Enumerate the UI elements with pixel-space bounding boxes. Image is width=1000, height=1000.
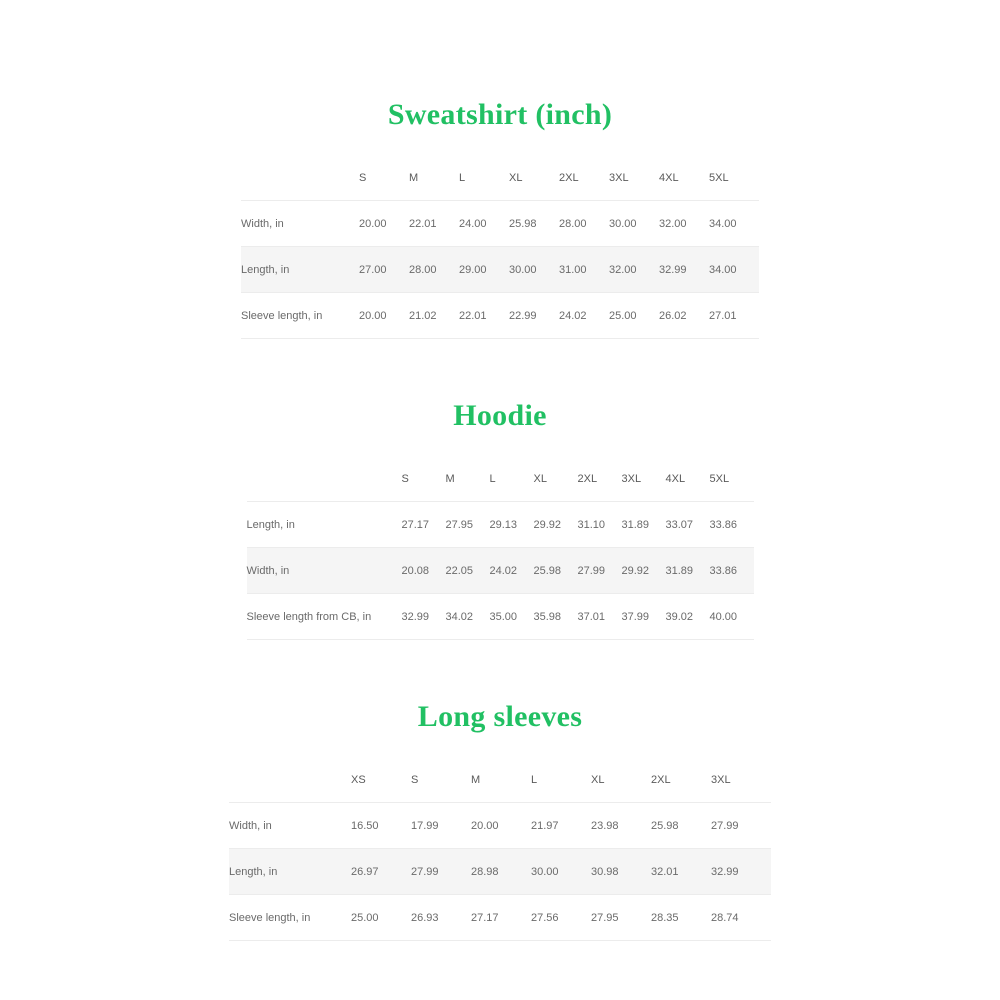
cell-value: 32.00 bbox=[609, 247, 659, 293]
column-header: XL bbox=[534, 457, 578, 502]
cell-value: 31.89 bbox=[666, 548, 710, 594]
table-header-row bbox=[241, 156, 759, 201]
row-label: Sleeve length, in bbox=[241, 293, 359, 339]
column-header: 4XL bbox=[666, 457, 710, 502]
cell-value: 33.86 bbox=[710, 548, 754, 594]
cell-value: 32.99 bbox=[659, 247, 709, 293]
cell-value: 40.00 bbox=[710, 594, 754, 640]
column-header: XL bbox=[591, 758, 651, 803]
row-label: Width, in bbox=[241, 201, 359, 247]
cell-value: 25.00 bbox=[351, 895, 411, 941]
column-header: S bbox=[359, 156, 409, 201]
table-row bbox=[229, 803, 771, 849]
page-title-sweatshirt: Sweatshirt (inch) bbox=[387, 98, 613, 131]
cell-value: 39.02 bbox=[666, 594, 710, 640]
size-table-hoodie bbox=[247, 457, 754, 640]
table-header-row bbox=[229, 758, 771, 803]
column-header: 3XL bbox=[609, 156, 659, 201]
cell-value: 25.98 bbox=[509, 201, 559, 247]
column-header: M bbox=[471, 758, 531, 803]
table-body bbox=[229, 803, 771, 941]
section-long-sleeves bbox=[0, 640, 1000, 941]
table-wrap-sweatshirt bbox=[0, 132, 1000, 339]
cell-value: 20.08 bbox=[402, 548, 446, 594]
row-label: Sleeve length, in bbox=[229, 895, 351, 941]
column-header: XS bbox=[351, 758, 411, 803]
cell-value: 26.93 bbox=[411, 895, 471, 941]
cell-value: 21.97 bbox=[531, 803, 591, 849]
page-title-hoodie: Hoodie bbox=[453, 399, 547, 432]
table-corner-cell bbox=[247, 457, 402, 502]
column-header: S bbox=[402, 457, 446, 502]
cell-value: 32.00 bbox=[659, 201, 709, 247]
cell-value: 30.00 bbox=[509, 247, 559, 293]
column-header: 3XL bbox=[711, 758, 771, 803]
table-head bbox=[229, 758, 771, 803]
row-label: Sleeve length from CB, in bbox=[247, 594, 402, 640]
cell-value: 27.56 bbox=[531, 895, 591, 941]
cell-value: 25.98 bbox=[651, 803, 711, 849]
table-head bbox=[241, 156, 759, 201]
table-row bbox=[247, 594, 754, 640]
table-row bbox=[241, 293, 759, 339]
column-header: 2XL bbox=[559, 156, 609, 201]
column-header: 2XL bbox=[651, 758, 711, 803]
cell-value: 37.99 bbox=[622, 594, 666, 640]
cell-value: 17.99 bbox=[411, 803, 471, 849]
cell-value: 31.00 bbox=[559, 247, 609, 293]
table-row bbox=[247, 502, 754, 548]
column-header: M bbox=[446, 457, 490, 502]
column-header: 4XL bbox=[659, 156, 709, 201]
column-header: L bbox=[490, 457, 534, 502]
table-body bbox=[247, 502, 754, 640]
column-header: L bbox=[531, 758, 591, 803]
table-head bbox=[247, 457, 754, 502]
row-label: Length, in bbox=[247, 502, 402, 548]
cell-value: 30.00 bbox=[609, 201, 659, 247]
cell-value: 22.05 bbox=[446, 548, 490, 594]
cell-value: 24.02 bbox=[490, 548, 534, 594]
cell-value: 27.99 bbox=[411, 849, 471, 895]
cell-value: 27.95 bbox=[591, 895, 651, 941]
cell-value: 16.50 bbox=[351, 803, 411, 849]
cell-value: 20.00 bbox=[359, 293, 409, 339]
cell-value: 35.00 bbox=[490, 594, 534, 640]
cell-value: 27.17 bbox=[471, 895, 531, 941]
cell-value: 22.01 bbox=[459, 293, 509, 339]
cell-value: 32.99 bbox=[711, 849, 771, 895]
table-wrap-long-sleeves bbox=[0, 734, 1000, 941]
cell-value: 33.86 bbox=[710, 502, 754, 548]
row-label: Width, in bbox=[229, 803, 351, 849]
column-header: 5XL bbox=[710, 457, 754, 502]
page-title-long-sleeves: Long sleeves bbox=[417, 700, 583, 733]
row-label: Width, in bbox=[247, 548, 402, 594]
row-label: Length, in bbox=[241, 247, 359, 293]
cell-value: 27.99 bbox=[578, 548, 622, 594]
cell-value: 25.00 bbox=[609, 293, 659, 339]
table-header-row bbox=[247, 457, 754, 502]
column-header: 5XL bbox=[709, 156, 759, 201]
cell-value: 33.07 bbox=[666, 502, 710, 548]
column-header: L bbox=[459, 156, 509, 201]
cell-value: 34.02 bbox=[446, 594, 490, 640]
cell-value: 29.92 bbox=[534, 502, 578, 548]
cell-value: 21.02 bbox=[409, 293, 459, 339]
cell-value: 31.10 bbox=[578, 502, 622, 548]
row-label: Length, in bbox=[229, 849, 351, 895]
cell-value: 22.99 bbox=[509, 293, 559, 339]
cell-value: 27.99 bbox=[711, 803, 771, 849]
cell-value: 26.02 bbox=[659, 293, 709, 339]
cell-value: 22.01 bbox=[409, 201, 459, 247]
table-row bbox=[241, 201, 759, 247]
cell-value: 25.98 bbox=[534, 548, 578, 594]
size-table-long-sleeves bbox=[229, 758, 771, 941]
cell-value: 20.00 bbox=[359, 201, 409, 247]
cell-value: 32.99 bbox=[402, 594, 446, 640]
column-header: 3XL bbox=[622, 457, 666, 502]
column-header: M bbox=[409, 156, 459, 201]
cell-value: 29.13 bbox=[490, 502, 534, 548]
table-row bbox=[229, 849, 771, 895]
cell-value: 24.00 bbox=[459, 201, 509, 247]
cell-value: 28.98 bbox=[471, 849, 531, 895]
section-sweatshirt bbox=[0, 0, 1000, 339]
cell-value: 35.98 bbox=[534, 594, 578, 640]
table-corner-cell bbox=[241, 156, 359, 201]
cell-value: 26.97 bbox=[351, 849, 411, 895]
column-header: XL bbox=[509, 156, 559, 201]
cell-value: 29.92 bbox=[622, 548, 666, 594]
cell-value: 20.00 bbox=[471, 803, 531, 849]
table-row bbox=[241, 247, 759, 293]
cell-value: 32.01 bbox=[651, 849, 711, 895]
cell-value: 34.00 bbox=[709, 247, 759, 293]
cell-value: 31.89 bbox=[622, 502, 666, 548]
size-table-sweatshirt bbox=[241, 156, 759, 339]
column-header: 2XL bbox=[578, 457, 622, 502]
cell-value: 27.01 bbox=[709, 293, 759, 339]
cell-value: 24.02 bbox=[559, 293, 609, 339]
cell-value: 27.17 bbox=[402, 502, 446, 548]
cell-value: 34.00 bbox=[709, 201, 759, 247]
cell-value: 30.00 bbox=[531, 849, 591, 895]
table-body bbox=[241, 201, 759, 339]
cell-value: 27.95 bbox=[446, 502, 490, 548]
cell-value: 30.98 bbox=[591, 849, 651, 895]
cell-value: 29.00 bbox=[459, 247, 509, 293]
section-hoodie bbox=[0, 339, 1000, 640]
table-corner-cell bbox=[229, 758, 351, 803]
cell-value: 28.35 bbox=[651, 895, 711, 941]
table-row bbox=[229, 895, 771, 941]
table-row bbox=[247, 548, 754, 594]
column-header: S bbox=[411, 758, 471, 803]
cell-value: 37.01 bbox=[578, 594, 622, 640]
cell-value: 28.74 bbox=[711, 895, 771, 941]
cell-value: 23.98 bbox=[591, 803, 651, 849]
cell-value: 27.00 bbox=[359, 247, 409, 293]
cell-value: 28.00 bbox=[409, 247, 459, 293]
cell-value: 28.00 bbox=[559, 201, 609, 247]
table-wrap-hoodie bbox=[0, 433, 1000, 640]
